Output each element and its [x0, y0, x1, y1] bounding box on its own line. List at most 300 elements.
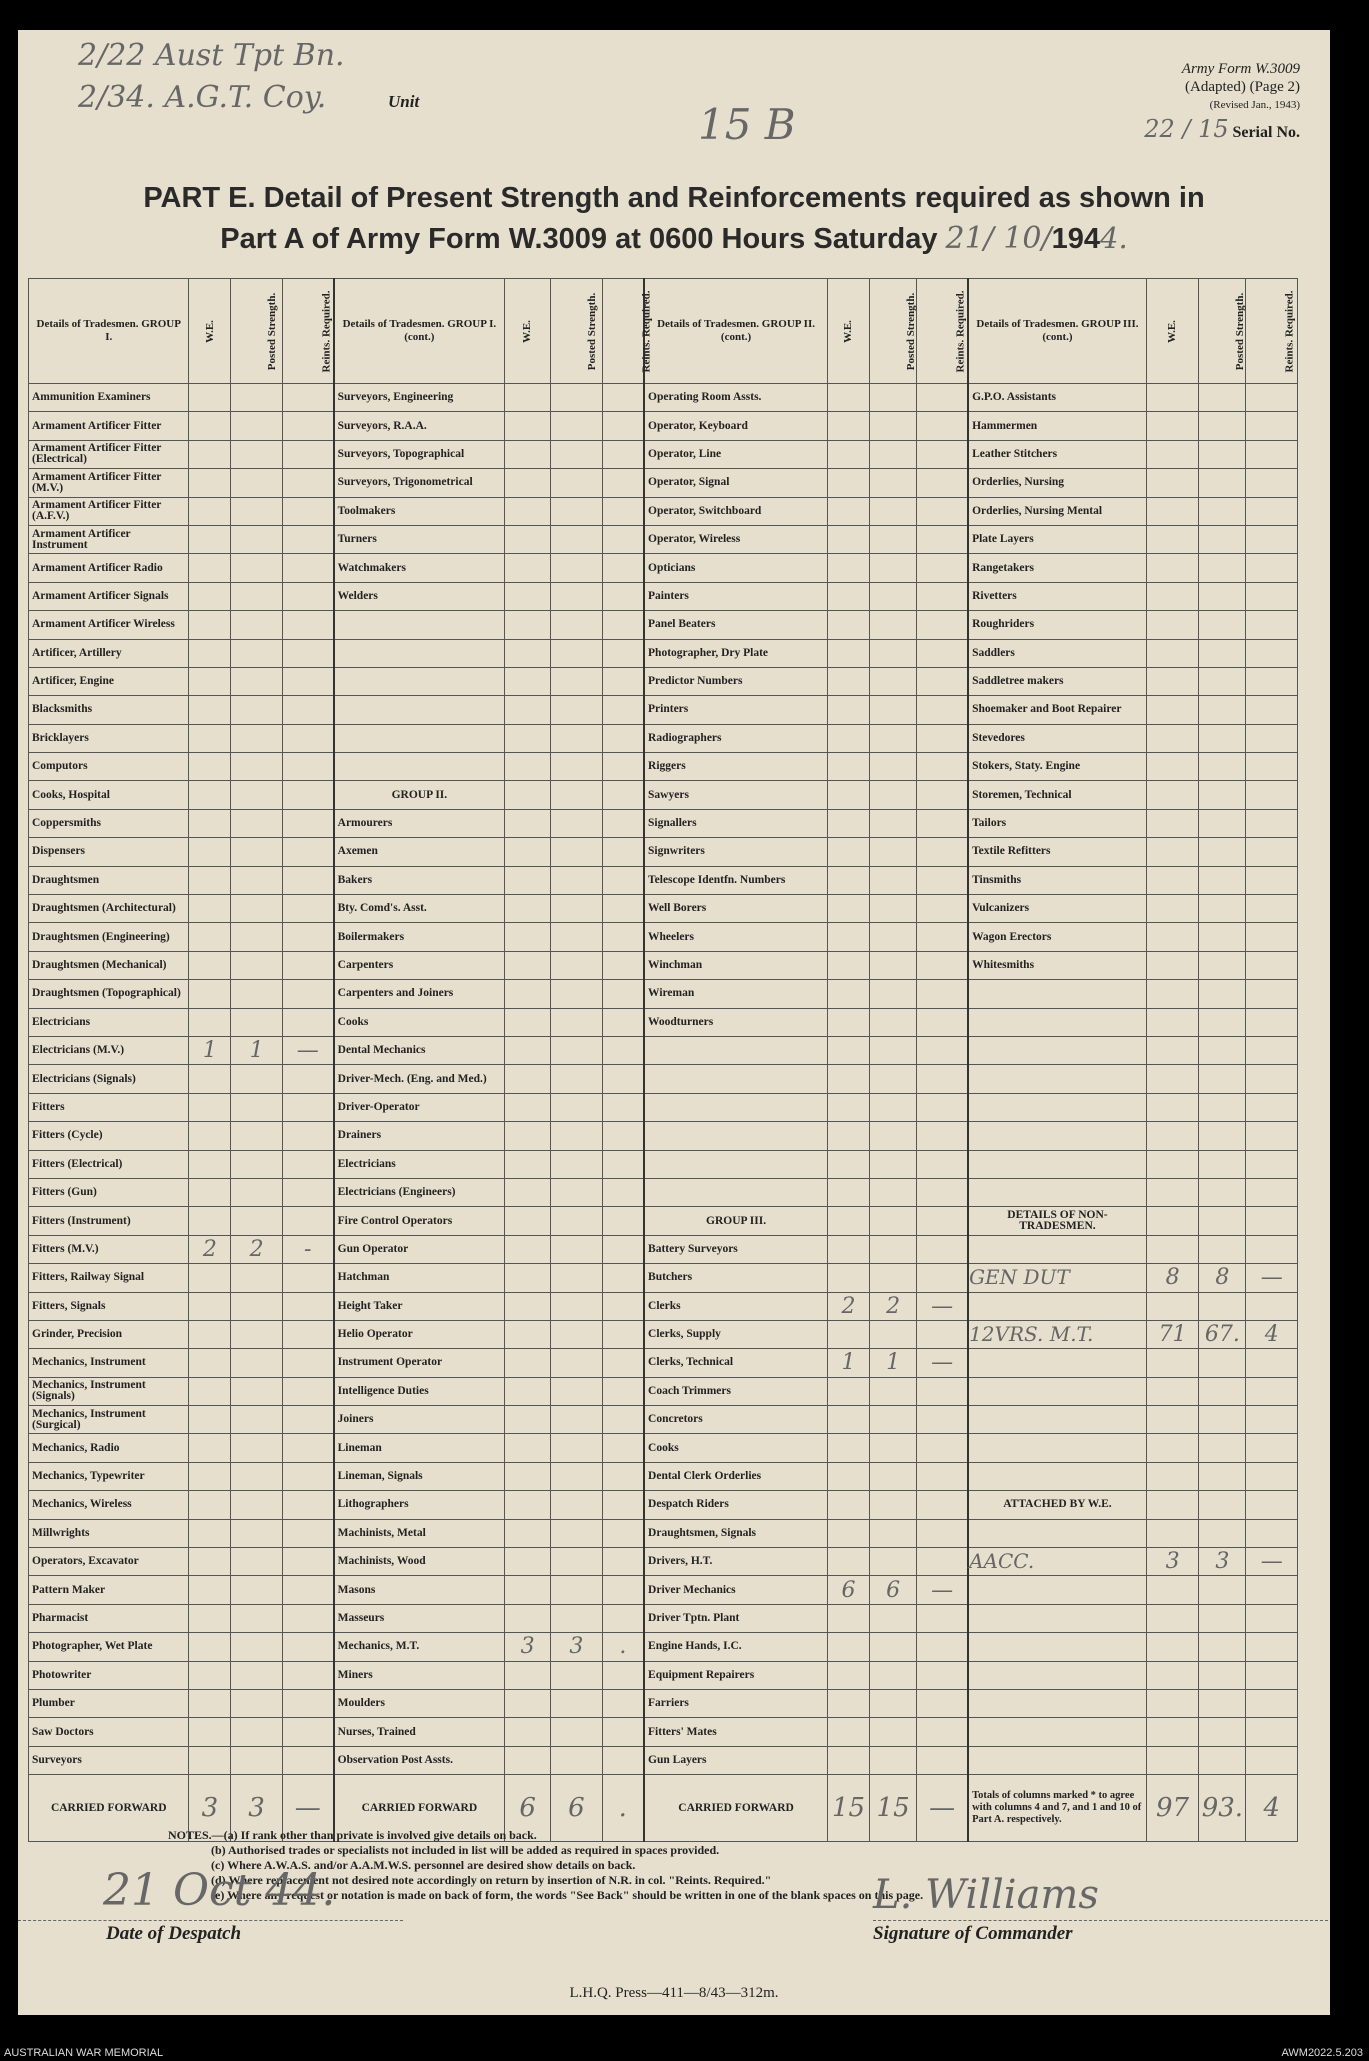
posted-cell: [1199, 1036, 1246, 1064]
reints-cell: [282, 611, 333, 639]
posted-cell: [870, 412, 917, 440]
table-row: [29, 582, 1298, 610]
reints-cell: [1246, 412, 1298, 440]
trade-label: Photographer, Dry Plate: [644, 639, 828, 667]
trade-label: Miners: [334, 1661, 505, 1689]
table-row: [29, 440, 1298, 468]
we-cell: 3: [505, 1633, 551, 1661]
posted-cell: [231, 1576, 282, 1604]
we-cell: [1146, 469, 1198, 497]
reints-cell: [917, 866, 968, 894]
we-cell: [828, 753, 870, 781]
trade-label: Radiographers: [644, 724, 828, 752]
reints-cell: [1246, 1150, 1298, 1178]
trade-label: ATTACHED BY W.E.: [968, 1491, 1146, 1519]
trade-label: Armament Artificer Fitter (M.V.): [29, 469, 189, 497]
reints-cell: [602, 753, 644, 781]
reints-cell: [1246, 809, 1298, 837]
we-cell: [189, 1519, 231, 1547]
trade-label: Photowriter: [29, 1661, 189, 1689]
reints-total: 4: [1246, 1775, 1298, 1842]
posted-cell: [1199, 1122, 1246, 1150]
table-row: [29, 753, 1298, 781]
trade-label: Surveyors, Trigonometrical: [334, 469, 505, 497]
trade-label: Wagon Erectors: [968, 923, 1146, 951]
posted-cell: [551, 1491, 602, 1519]
reints-cell: [282, 1349, 333, 1377]
we-cell: [828, 1548, 870, 1576]
posted-cell: [231, 1519, 282, 1547]
reints-cell: [282, 1718, 333, 1746]
we-cell: [189, 1576, 231, 1604]
we-cell: [828, 895, 870, 923]
trade-label: Artificer, Artillery: [29, 639, 189, 667]
we-cell: [505, 1008, 551, 1036]
title-line-2: Part A of Army Form W.3009 at 0600 Hours Saturday: [220, 223, 938, 255]
we-cell: [828, 440, 870, 468]
reints-cell: [602, 724, 644, 752]
reints-cell: [917, 1122, 968, 1150]
reints-cell: [602, 1065, 644, 1093]
reints-cell: [282, 1093, 333, 1121]
posted-cell: [551, 753, 602, 781]
posted-cell: [551, 1008, 602, 1036]
trade-label: Artificer, Engine: [29, 667, 189, 695]
posted-cell: [231, 1491, 282, 1519]
unit-handwritten-2: 2/34. A.G.T. Coy.: [78, 80, 327, 115]
posted-cell: [231, 1207, 282, 1235]
posted-cell: [231, 1264, 282, 1292]
reints-cell: [602, 1036, 644, 1064]
trade-label: [968, 1036, 1146, 1064]
we-cell: [189, 1207, 231, 1235]
we-cell: 8: [1146, 1264, 1198, 1292]
posted-cell: [870, 951, 917, 979]
table-row: [29, 1207, 1298, 1235]
we-cell: [505, 1292, 551, 1320]
posted-total: 15: [870, 1775, 917, 1842]
trade-label: Tinsmiths: [968, 866, 1146, 894]
posted-cell: [870, 753, 917, 781]
reints-cell: [917, 1633, 968, 1661]
form-name: Army Form W.3009: [1181, 61, 1300, 77]
trade-label: Lithographers: [334, 1491, 505, 1519]
posted-cell: [1199, 838, 1246, 866]
note-e: (e) Where any request or notation is made on back of form, the words "See Back" should be written in one of the blank spaces on this page.: [211, 1888, 924, 1902]
we-cell: [189, 1320, 231, 1348]
posted-cell: [1199, 696, 1246, 724]
we-cell: [1146, 1207, 1198, 1235]
we-cell: [505, 639, 551, 667]
table-row: [29, 1122, 1298, 1150]
trade-label: Mechanics, Typewriter: [29, 1462, 189, 1490]
posted-cell: [1199, 440, 1246, 468]
we-total: 15: [828, 1775, 870, 1842]
posted-cell: [870, 809, 917, 837]
we-cell: [189, 582, 231, 610]
posted-cell: [870, 1434, 917, 1462]
posted-cell: [870, 1178, 917, 1206]
trade-label: Photographer, Wet Plate: [29, 1633, 189, 1661]
trade-label: Draughtsmen, Signals: [644, 1519, 828, 1547]
trade-label: Vulcanizers: [968, 895, 1146, 923]
we-cell: [189, 1718, 231, 1746]
reints-cell: [917, 1548, 968, 1576]
posted-cell: [870, 895, 917, 923]
posted-cell: [1199, 1008, 1246, 1036]
we-cell: [1146, 1746, 1198, 1774]
trade-label: Pattern Maker: [29, 1576, 189, 1604]
trade-label: Electricians: [334, 1150, 505, 1178]
we-cell: [505, 1434, 551, 1462]
we-cell: [828, 1604, 870, 1632]
posted-cell: [870, 1718, 917, 1746]
carried-forward-label: CARRIED FORWARD: [29, 1775, 189, 1842]
reints-cell: [1246, 1008, 1298, 1036]
posted-cell: [1199, 980, 1246, 1008]
reints-cell: [282, 1122, 333, 1150]
reints-cell: [602, 1207, 644, 1235]
trade-label: [968, 1633, 1146, 1661]
trade-label: Hammermen: [968, 412, 1146, 440]
reints-cell: [917, 1008, 968, 1036]
trade-label: Carpenters: [334, 951, 505, 979]
posted-cell: 6: [870, 1576, 917, 1604]
trade-label: [644, 1122, 828, 1150]
table-row: [29, 1349, 1298, 1377]
trade-label: [334, 753, 505, 781]
trade-label: Height Taker: [334, 1292, 505, 1320]
we-cell: [189, 1661, 231, 1689]
trade-label: Armament Artificer Instrument: [29, 525, 189, 553]
col-header-we: W.E.: [505, 279, 551, 384]
reints-cell: [282, 1264, 333, 1292]
we-cell: [505, 895, 551, 923]
we-cell: [828, 951, 870, 979]
reints-cell: [917, 838, 968, 866]
table-row: [29, 1406, 1298, 1434]
trade-label: Drainers: [334, 1122, 505, 1150]
col-header-posted: Posted Strength.: [231, 279, 282, 384]
reints-cell: —: [917, 1292, 968, 1320]
reints-cell: [917, 895, 968, 923]
we-cell: [828, 1746, 870, 1774]
posted-cell: [231, 809, 282, 837]
we-cell: [189, 1462, 231, 1490]
reints-cell: [1246, 696, 1298, 724]
trade-label: Lineman: [334, 1434, 505, 1462]
reints-cell: [917, 1065, 968, 1093]
we-cell: [189, 1008, 231, 1036]
reints-cell: [1246, 724, 1298, 752]
table-row: [29, 1746, 1298, 1774]
reints-cell: [282, 1207, 333, 1235]
posted-cell: [551, 1150, 602, 1178]
reints-cell: [602, 838, 644, 866]
posted-cell: [870, 1008, 917, 1036]
trade-label: Clerks: [644, 1292, 828, 1320]
trade-label: Electricians (Engineers): [334, 1178, 505, 1206]
reints-cell: [282, 753, 333, 781]
reints-cell: [1246, 1065, 1298, 1093]
trade-label: Well Borers: [644, 895, 828, 923]
reints-cell: [917, 1661, 968, 1689]
trade-label: [644, 1150, 828, 1178]
carried-forward-label: CARRIED FORWARD: [644, 1775, 828, 1842]
we-cell: [1146, 667, 1198, 695]
trade-label: G.P.O. Assistants: [968, 384, 1146, 412]
posted-cell: [231, 525, 282, 553]
trade-label: Saw Doctors: [29, 1718, 189, 1746]
trade-label: Cooks: [334, 1008, 505, 1036]
reints-cell: [282, 1491, 333, 1519]
reints-cell: [1246, 1406, 1298, 1434]
posted-cell: [1199, 1178, 1246, 1206]
credit-right: AWM2022.5.203: [1281, 2047, 1363, 2059]
posted-cell: [551, 809, 602, 837]
reints-cell: [282, 1548, 333, 1576]
trade-label: [644, 1093, 828, 1121]
posted-cell: [231, 895, 282, 923]
posted-cell: [1199, 611, 1246, 639]
trade-label: Fitters (Gun): [29, 1178, 189, 1206]
reints-cell: [917, 1491, 968, 1519]
reints-cell: [1246, 1576, 1298, 1604]
we-cell: [828, 525, 870, 553]
trade-label: Painters: [644, 582, 828, 610]
reints-cell: [282, 1150, 333, 1178]
we-cell: [1146, 639, 1198, 667]
reints-cell: [282, 1604, 333, 1632]
trade-label: Roughriders: [968, 611, 1146, 639]
trade-label: Signallers: [644, 809, 828, 837]
trade-label: Plate Layers: [968, 525, 1146, 553]
posted-cell: [231, 1604, 282, 1632]
posted-cell: [1199, 951, 1246, 979]
table-row: [29, 838, 1298, 866]
we-cell: [1146, 895, 1198, 923]
trade-label: [334, 696, 505, 724]
table-row: [29, 923, 1298, 951]
trade-label: Ammunition Examiners: [29, 384, 189, 412]
we-cell: [189, 1604, 231, 1632]
reints-cell: [602, 667, 644, 695]
we-cell: [505, 724, 551, 752]
reints-cell: [282, 1462, 333, 1490]
col-header-reints: Reints. Required.: [282, 279, 333, 384]
reints-cell: [1246, 1661, 1298, 1689]
reints-cell: [602, 1718, 644, 1746]
reints-cell: [602, 1576, 644, 1604]
trade-label: Orderlies, Nursing Mental: [968, 497, 1146, 525]
reints-cell: [1246, 980, 1298, 1008]
posted-cell: [870, 469, 917, 497]
reints-cell: [917, 923, 968, 951]
trade-label: Whitesmiths: [968, 951, 1146, 979]
trade-label: Armourers: [334, 809, 505, 837]
reints-cell: [602, 1093, 644, 1121]
we-cell: [505, 866, 551, 894]
reints-cell: -: [282, 1235, 333, 1263]
we-cell: [505, 497, 551, 525]
printer-imprint: L.H.Q. Press—411—8/43—312m.: [569, 1985, 779, 2001]
trade-label: Computors: [29, 753, 189, 781]
trade-label: Draughtsmen (Topographical): [29, 980, 189, 1008]
reints-cell: [1246, 1519, 1298, 1547]
posted-cell: [870, 1661, 917, 1689]
posted-cell: [870, 1491, 917, 1519]
title-line-1: PART E. Detail of Present Strength and Reinforcements required as shown in: [143, 182, 1205, 214]
we-cell: [505, 1122, 551, 1150]
we-cell: [1146, 1434, 1198, 1462]
reints-cell: [917, 1718, 968, 1746]
trade-label: Fitters' Mates: [644, 1718, 828, 1746]
posted-cell: [1199, 809, 1246, 837]
posted-cell: [870, 384, 917, 412]
posted-cell: [551, 895, 602, 923]
reints-cell: [282, 384, 333, 412]
table-row: [29, 1548, 1298, 1576]
we-cell: [505, 1377, 551, 1405]
posted-cell: [870, 582, 917, 610]
posted-cell: 2: [870, 1292, 917, 1320]
posted-cell: [870, 696, 917, 724]
posted-cell: [870, 1519, 917, 1547]
we-cell: [1146, 1178, 1198, 1206]
posted-cell: [551, 1065, 602, 1093]
we-cell: [505, 1207, 551, 1235]
we-cell: [505, 1349, 551, 1377]
we-cell: [828, 1207, 870, 1235]
we-cell: [828, 1008, 870, 1036]
reints-cell: [602, 639, 644, 667]
trade-label: Orderlies, Nursing: [968, 469, 1146, 497]
trade-label: Saddletree makers: [968, 667, 1146, 695]
trade-label: Lineman, Signals: [334, 1462, 505, 1490]
reints-cell: [282, 1434, 333, 1462]
posted-cell: [1199, 895, 1246, 923]
we-cell: [189, 1122, 231, 1150]
we-cell: [505, 525, 551, 553]
reints-cell: [917, 1093, 968, 1121]
reints-cell: [1246, 1633, 1298, 1661]
reints-cell: [602, 781, 644, 809]
posted-cell: [551, 1122, 602, 1150]
posted-cell: [551, 554, 602, 582]
trade-label: Dispensers: [29, 838, 189, 866]
posted-cell: [870, 1406, 917, 1434]
reints-cell: [602, 696, 644, 724]
posted-cell: [1199, 923, 1246, 951]
trade-label: Fitters, Railway Signal: [29, 1264, 189, 1292]
reints-cell: [917, 781, 968, 809]
reints-cell: [602, 440, 644, 468]
reints-cell: 4: [1246, 1320, 1298, 1348]
reints-cell: [917, 639, 968, 667]
we-cell: [189, 923, 231, 951]
we-cell: [505, 1661, 551, 1689]
we-cell: [1146, 1604, 1198, 1632]
we-cell: [828, 1150, 870, 1178]
trade-label: Engine Hands, I.C.: [644, 1633, 828, 1661]
title-year-suffix: 4.: [1100, 221, 1128, 255]
trade-label: Watchmakers: [334, 554, 505, 582]
col-header-group3-cont: Details of Tradesmen. GROUP III. (cont.): [968, 279, 1146, 384]
we-cell: [505, 469, 551, 497]
reints-cell: [1246, 611, 1298, 639]
we-cell: [189, 1633, 231, 1661]
trade-label: Armament Artificer Radio: [29, 554, 189, 582]
posted-cell: [1199, 1207, 1246, 1235]
posted-cell: [231, 753, 282, 781]
posted-cell: [870, 838, 917, 866]
reints-cell: [1246, 667, 1298, 695]
reints-cell: [282, 554, 333, 582]
we-cell: [828, 497, 870, 525]
posted-cell: [551, 412, 602, 440]
reints-cell: [917, 440, 968, 468]
trade-label: Operator, Keyboard: [644, 412, 828, 440]
posted-cell: [231, 384, 282, 412]
posted-cell: [1199, 554, 1246, 582]
reints-cell: [917, 384, 968, 412]
col-header-group1: Details of Tradesmen. GROUP I.: [29, 279, 189, 384]
posted-cell: [870, 1150, 917, 1178]
posted-cell: [1199, 412, 1246, 440]
reints-cell: [1246, 1689, 1298, 1717]
posted-cell: 1: [231, 1036, 282, 1064]
posted-cell: 2: [231, 1235, 282, 1263]
trade-label: Millwrights: [29, 1519, 189, 1547]
we-cell: [1146, 1633, 1198, 1661]
posted-total: 3: [231, 1775, 282, 1842]
table-row: [29, 1292, 1298, 1320]
reints-cell: [917, 724, 968, 752]
reints-cell: [917, 1178, 968, 1206]
trade-label: [968, 1150, 1146, 1178]
reints-cell: [602, 1462, 644, 1490]
reints-cell: [602, 582, 644, 610]
note-a: NOTES.—(a) If rank other than private is involved give details on back.: [168, 1828, 537, 1842]
posted-cell: 8: [1199, 1264, 1246, 1292]
reints-cell: [602, 866, 644, 894]
we-cell: [1146, 1377, 1198, 1405]
trade-label: Driver-Mech. (Eng. and Med.): [334, 1065, 505, 1093]
trade-label: [968, 1008, 1146, 1036]
we-cell: [1146, 980, 1198, 1008]
trade-label: Dental Mechanics: [334, 1036, 505, 1064]
strength-table: [28, 278, 1298, 1842]
trade-label: [968, 1093, 1146, 1121]
posted-cell: [870, 1264, 917, 1292]
we-cell: [505, 1065, 551, 1093]
we-cell: [505, 1462, 551, 1490]
posted-cell: [551, 724, 602, 752]
posted-cell: [231, 781, 282, 809]
reints-cell: [1246, 1349, 1298, 1377]
trade-label: Surveyors, R.A.A.: [334, 412, 505, 440]
reints-cell: [602, 1434, 644, 1462]
reints-cell: [602, 1292, 644, 1320]
reints-cell: [917, 469, 968, 497]
despatch-label: Date of Despatch: [106, 1923, 242, 1944]
we-cell: 1: [828, 1349, 870, 1377]
trade-label: DETAILS OF NON-TRADESMEN.: [968, 1207, 1146, 1235]
reints-cell: [602, 1661, 644, 1689]
we-cell: [189, 1434, 231, 1462]
we-cell: [828, 1122, 870, 1150]
we-cell: [1146, 809, 1198, 837]
